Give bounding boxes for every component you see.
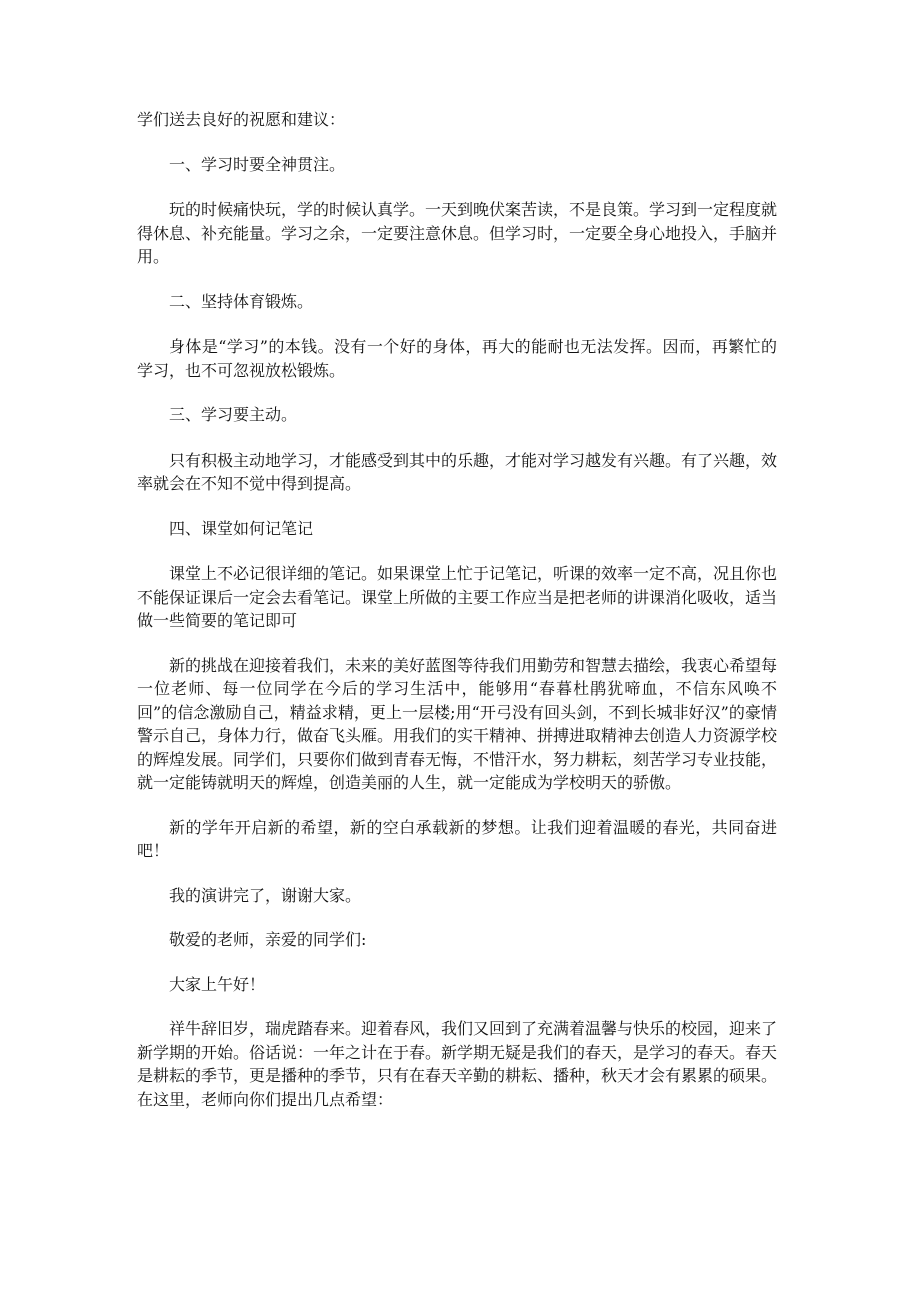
- paragraph-thanks: 我的演讲完了，谢谢大家。: [169, 885, 362, 905]
- paragraph-salutation: 敬爱的老师，亲爱的同学们:: [169, 930, 367, 949]
- section-heading-3: 三、学习要主动。: [169, 405, 298, 424]
- section-heading-1: 一、学习时要全神贯注。: [169, 154, 346, 174]
- paragraph-spring: 祥牛辞旧岁，瑞虎踏春来。迎着春风，我们又回到了充满着温馨与快乐的校园，迎来了新学期的开始。俗话说：一年之计在于春。新学期无疑是我们的春天，是学习的春天。春天是耕耘的季节，更是播种的季节，只有在春天辛勤的耕耘、播种，秋天才会有累累的硕果。在这里，老师向你们提出几点希望：: [137, 1019, 778, 1109]
- paragraph-exercise: 身体是“学习”的本钱。没有一个好的身体，再大的能耐也无法发挥。因而，再繁忙的学习，也不可忽视放松锻炼。: [137, 337, 777, 380]
- section-heading-2: 二、坚持体育锻炼。: [169, 291, 314, 311]
- paragraph-continuation: 学们送去良好的祝愿和建议：: [137, 110, 346, 129]
- document-page: [137, 108, 777, 1132]
- section-heading-4: 四、课堂如何记笔记: [169, 518, 314, 538]
- paragraph-new-year: 新的学年开启新的希望，新的空白承载新的梦想。让我们迎着温暖的春光，共同奋进吧！: [137, 817, 777, 860]
- paragraph-challenge: 新的挑战在迎接着我们，未来的美好蓝图等待我们用勤劳和智慧去描绘，我衷心希望每一位老师、每一位同学在今后的学习生活中，能够用“春暮杜鹃犹啼血，不信东风唤不回”的信念激励自己，精益求精，更上一层楼;用“开弓没有回头剑，不到长城非好汉”的豪情警示自己，身体力行，做奋飞头雁。用我们的实干精神、拼搏进取精神去创造人力资源学校的辉煌发展。同学们，只要你们做到青春无悔，不惜汗水，努力耕耘，刻苦学习专业技能，就一定能铸就明天的辉煌，创造美丽的人生，就一定能成为学校明天的骄傲。: [137, 655, 778, 792]
- paragraph-initiative: 只有积极主动地学习，才能感受到其中的乐趣，才能对学习越发有兴趣。有了兴趣，效率就会在不知不觉中得到提高。: [137, 450, 778, 493]
- paragraph-focus: 玩的时候痛快玩，学的时候认真学。一天到晚伏案苦读，不是良策。学习到一定程度就得休息、补充能量。学习之余，一定要注意休息。但学习时，一定要全身心地投入，手脑并用。: [137, 200, 778, 266]
- paragraph-notes: 课堂上不必记很详细的笔记。如果课堂上忙于记笔记，听课的效率一定不高，况且你也不能保证课后一定会去看笔记。课堂上所做的主要工作应当是把老师的讲课消化吸收，适当做一些简要的笔记即可: [137, 564, 778, 630]
- paragraph-greeting: 大家上午好！: [169, 974, 266, 994]
